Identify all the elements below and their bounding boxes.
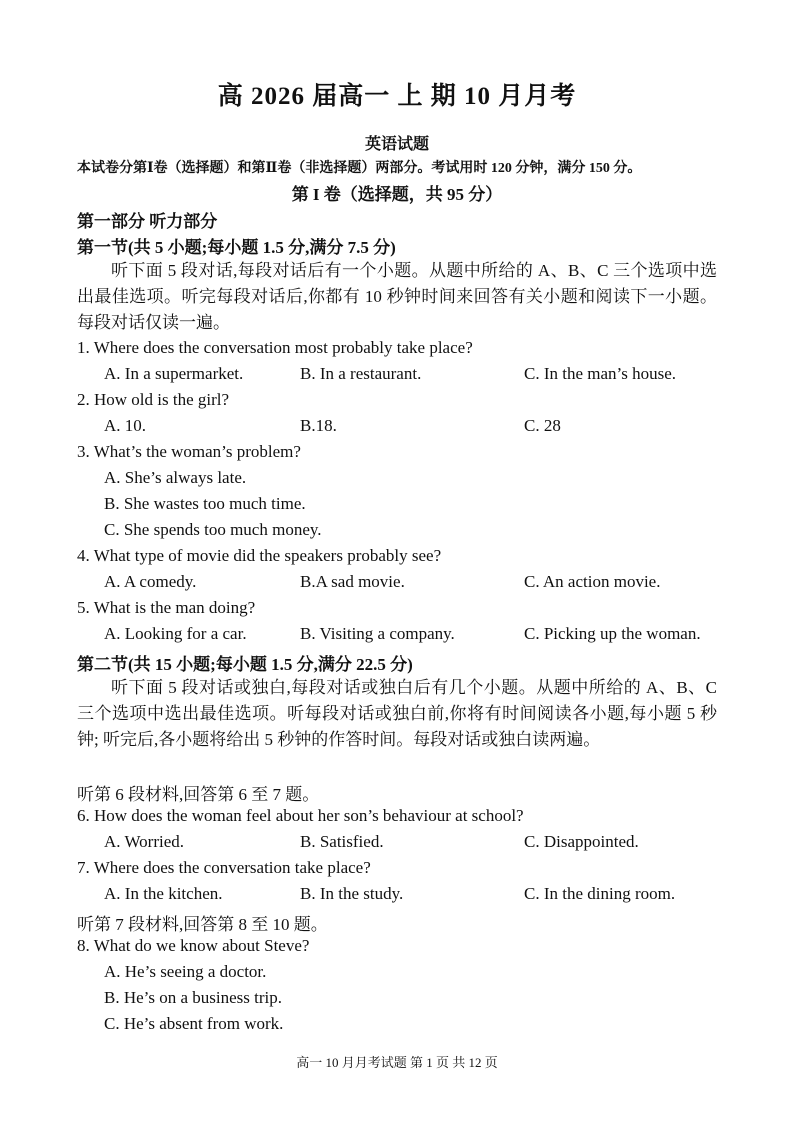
q6-option-c: C. Disappointed. [524,832,639,851]
q7-option-a: A. In the kitchen. [104,884,223,903]
q4-option-c: C. An action movie. [524,572,661,591]
q2-option-b: B.18. [300,416,337,435]
page-footer: 高一 10 月月考试题 第 1 页 共 12 页 [296,1055,498,1070]
question-8: 8. What do we know about Steve? [77,936,310,955]
material-6-note: 听第 6 段材料,回答第 6 至 7 题。 [77,785,320,804]
q7-option-b: B. In the study. [300,884,404,903]
q5-option-b: B. Visiting a company. [300,624,455,643]
section1-title: 第一节(共 5 小题;每小题 1.5 分,满分 7.5 分) [77,238,396,257]
q8-option-b: B. He’s on a business trip. [104,988,283,1007]
q6-option-b: B. Satisfied. [300,832,384,851]
exam-title: 高 2026 届高一 上 期 10 月月考 [217,83,577,110]
part1-title: 第一部分 听力部分 [77,212,218,231]
subject-title: 英语试题 [364,136,429,153]
q2-option-c: C. 28 [524,416,561,435]
q3-option-b: B. She wastes too much time. [104,494,306,513]
q4-option-b: B.A sad movie. [300,572,405,591]
section1-instructions: 听下面 5 段对话,每段对话后有一个小题。从题中所给的 A、B、C 三个选项中选出最佳选项。听完每段对话后,你都有 10 秒钟时间来回答有关小题和阅读下一小题。每段对话仅读一遍。 [77,261,718,332]
question-2: 2. How old is the girl? [77,390,230,409]
question-5: 5. What is the man doing? [77,598,256,617]
q8-option-c: C. He’s absent from work. [104,1014,284,1033]
q5-option-c: C. Picking up the woman. [524,624,701,643]
q1-option-b: B. In a restaurant. [300,364,422,383]
q7-option-c: C. In the dining room. [524,884,676,903]
q2-option-a: A. 10. [104,416,147,435]
q1-option-a: A. In a supermarket. [104,364,244,383]
question-7: 7. Where does the conversation take place? [77,858,371,877]
question-6: 6. How does the woman feel about her son’s behaviour at school? [77,806,524,825]
q5-option-a: A. Looking for a car. [104,624,247,643]
section2-title: 第二节(共 15 小题;每小题 1.5 分,满分 22.5 分) [77,655,413,674]
q3-option-a: A. She’s always late. [104,468,247,487]
section2-instructions: 听下面 5 段对话或独白,每段对话或独白后有几个小题。从题中所给的 A、B、C 三个选项中选出最佳选项。听每段对话或独白前,你将有时间阅读各小题,每小题 5 秒钟; 听完后,各小题将给出 5 秒钟的作答时间。每段对话或独白读两遍。 [77,678,718,749]
q4-option-a: A. A comedy. [104,572,197,591]
question-3: 3. What’s the woman’s problem? [77,442,301,461]
exam-intro: 本试卷分第Ⅰ卷（选择题）和第Ⅱ卷（非选择题）两部分。考试用时 120 分钟，满分 150 分。 [77,161,642,176]
question-4: 4. What type of movie did the speakers probably see? [77,546,442,565]
q6-option-a: A. Worried. [104,832,184,851]
question-1: 1. Where does the conversation most probably take place? [77,338,473,357]
q1-option-c: C. In the man’s house. [524,364,677,383]
volume-title: 第 I 卷（选择题，共 95 分） [291,185,503,204]
material-7-note: 听第 7 段材料,回答第 8 至 10 题。 [77,915,328,934]
q8-option-a: A. He’s seeing a doctor. [104,962,267,981]
q3-option-c: C. She spends too much money. [104,520,322,539]
